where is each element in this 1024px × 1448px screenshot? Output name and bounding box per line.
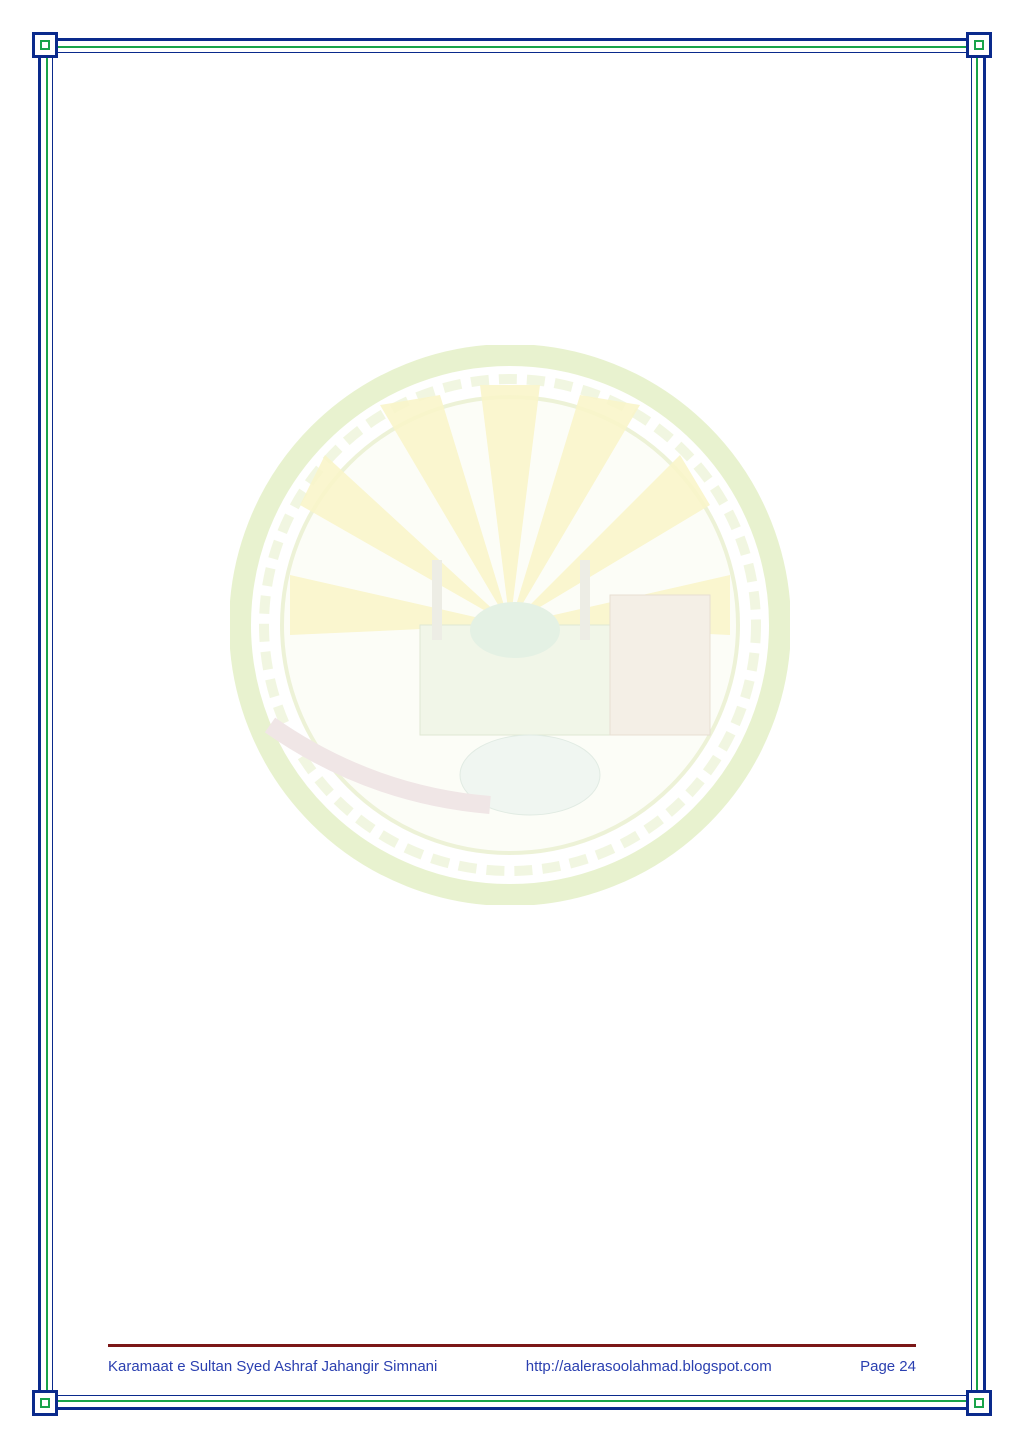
text-line	[108, 80, 918, 134]
website-link[interactable]: http://aalerasoolahmad.blogspot.com	[525, 1357, 772, 1375]
book-title: Karamaat e Sultan Syed Ashraf Jahangir Simnani	[108, 1357, 438, 1375]
text-line	[108, 188, 918, 242]
text-line	[108, 404, 918, 458]
border-corner-ornament	[966, 32, 992, 58]
text-line	[108, 134, 918, 188]
page-number: Page 24	[860, 1357, 916, 1375]
text-line	[108, 728, 918, 782]
text-line	[108, 1160, 918, 1214]
text-line	[108, 782, 918, 836]
text-line	[108, 566, 918, 620]
text-line	[108, 242, 918, 296]
text-line	[108, 1052, 918, 1106]
text-line	[108, 836, 918, 890]
text-line	[108, 350, 918, 404]
text-line	[108, 674, 918, 728]
text-line	[108, 620, 918, 674]
text-line	[108, 890, 918, 944]
border-corner-ornament	[32, 32, 58, 58]
text-line	[108, 998, 918, 1052]
text-line	[108, 296, 918, 350]
urdu-body-text	[108, 80, 918, 1214]
footer-divider	[108, 1344, 916, 1347]
border-corner-ornament	[966, 1390, 992, 1416]
border-corner-ornament	[32, 1390, 58, 1416]
reference-citation	[108, 944, 918, 998]
text-line	[108, 458, 918, 512]
text-line	[108, 512, 918, 566]
page-footer	[108, 1352, 916, 1380]
text-line	[108, 1106, 918, 1160]
